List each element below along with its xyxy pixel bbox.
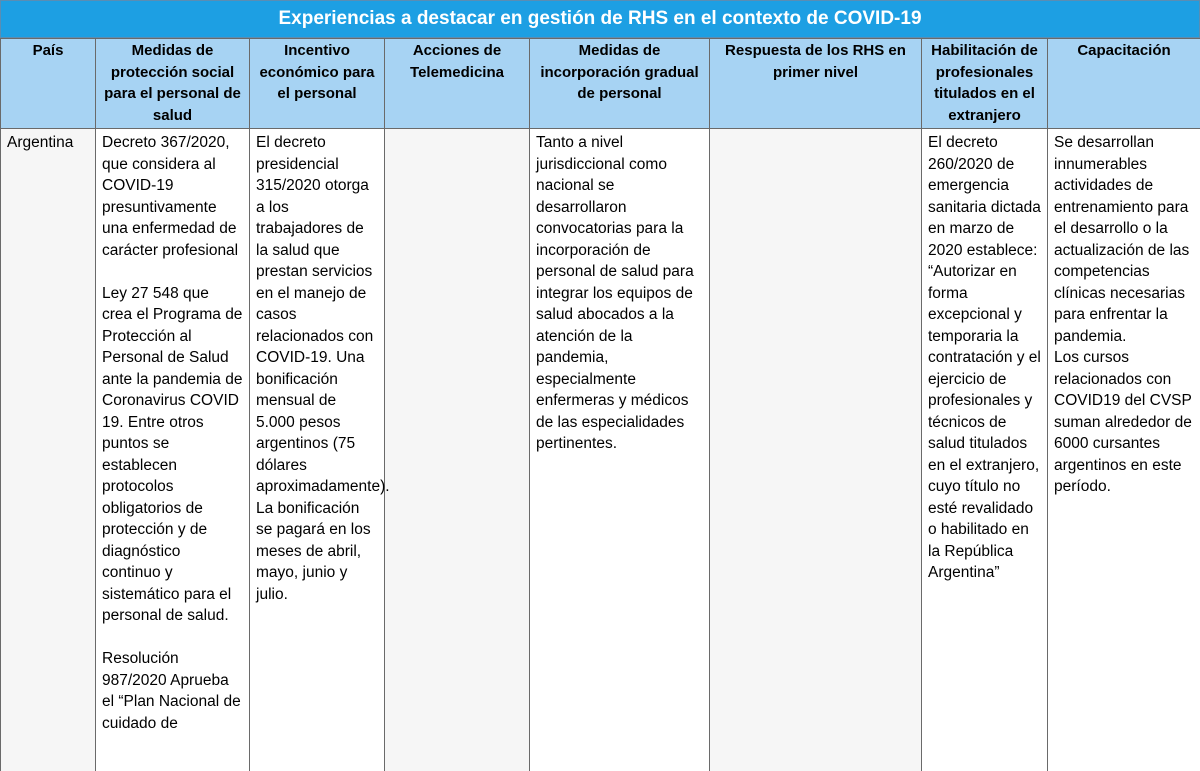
cell-proteccion-social (96, 129, 250, 771)
header-respuesta-primer-nivel: Respuesta de los RHS en primer nivel (710, 39, 922, 129)
header-row (1, 39, 1200, 129)
paragraph-gap (102, 627, 243, 649)
rhs-experiences-table (0, 38, 1200, 771)
cell-respuesta-primer-nivel (710, 129, 922, 771)
header-telemedicina: Acciones de Telemedicina (385, 39, 530, 129)
table-title: Experiencias a destacar en gestión de RHS en el contexto de COVID-19 (0, 0, 1200, 38)
proteccion-paragraph-3: Resolución 987/2020 Aprueba el “Plan Nacional de cuidado de (102, 650, 241, 732)
cell-incorporacion-gradual: Tanto a nivel jurisdiccional como nacional se desarrollaron convocatorias para la incorporación de personal de salud para integrar los equipos de salud abocados a la atención de la pandemia, especialmente enfermeras y médicos de las especialidades pertinentes. (530, 129, 710, 771)
cell-telemedicina (385, 129, 530, 771)
cell-habilitacion-extranjero: El decreto 260/2020 de emergencia sanitaria dictada en marzo de 2020 establece: “Autorizar en forma excepcional y temporaria la contratación y el ejercicio de profesionales y técnicos de salud titulados en el extranjero, cuyo título no esté revalidado o habilitado en la República Argentina” (922, 129, 1048, 771)
proteccion-paragraph-1: Decreto 367/2020, que considera al COVID-19 presuntivamente una enfermedad de carácter profesional (102, 134, 239, 259)
header-pais: País (1, 39, 96, 129)
header-capacitacion: Capacitación (1048, 39, 1200, 129)
paragraph-gap (102, 261, 243, 283)
header-incentivo-economico: Incentivo económico para el personal (250, 39, 385, 129)
capacitacion-paragraph-2: Los cursos relacionados con COVID19 del CVSP suman alrededor de 6000 cursantes argentinos en este período. (1054, 349, 1192, 495)
header-habilitacion-extranjero: Habilitación de profesionales titulados en el extranjero (922, 39, 1048, 129)
table-row (1, 129, 1200, 771)
cell-pais: Argentina (1, 129, 96, 771)
cell-capacitacion (1048, 129, 1200, 771)
proteccion-paragraph-2: Ley 27 548 que crea el Programa de Protección al Personal de Salud ante la pandemia de Coronavirus COVID 19. Entre otros puntos se establecen protocolos obligatorios de protección y de diagnóstico continuo y sistemático para el personal de salud. (102, 284, 243, 624)
header-proteccion-social: Medidas de protección social para el personal de salud (96, 39, 250, 129)
cell-incentivo-economico: El decreto presidencial 315/2020 otorga a los trabajadores de la salud que prestan servicios en el manejo de casos relacionados con COVID-19. Una bonificación mensual de 5.000 pesos argentinos (75 dólares aproximadamente). La bonificación se pagará en los meses de abril, mayo, junio y julio. (250, 129, 385, 771)
header-incorporacion-gradual: Medidas de incorporación gradual de personal (530, 39, 710, 129)
capacitacion-paragraph-1: Se desarrollan innumerables actividades de entrenamiento para el desarrollo o la actualización de las competencias clínicas necesarias para enfrentar la pandemia. (1054, 134, 1190, 345)
